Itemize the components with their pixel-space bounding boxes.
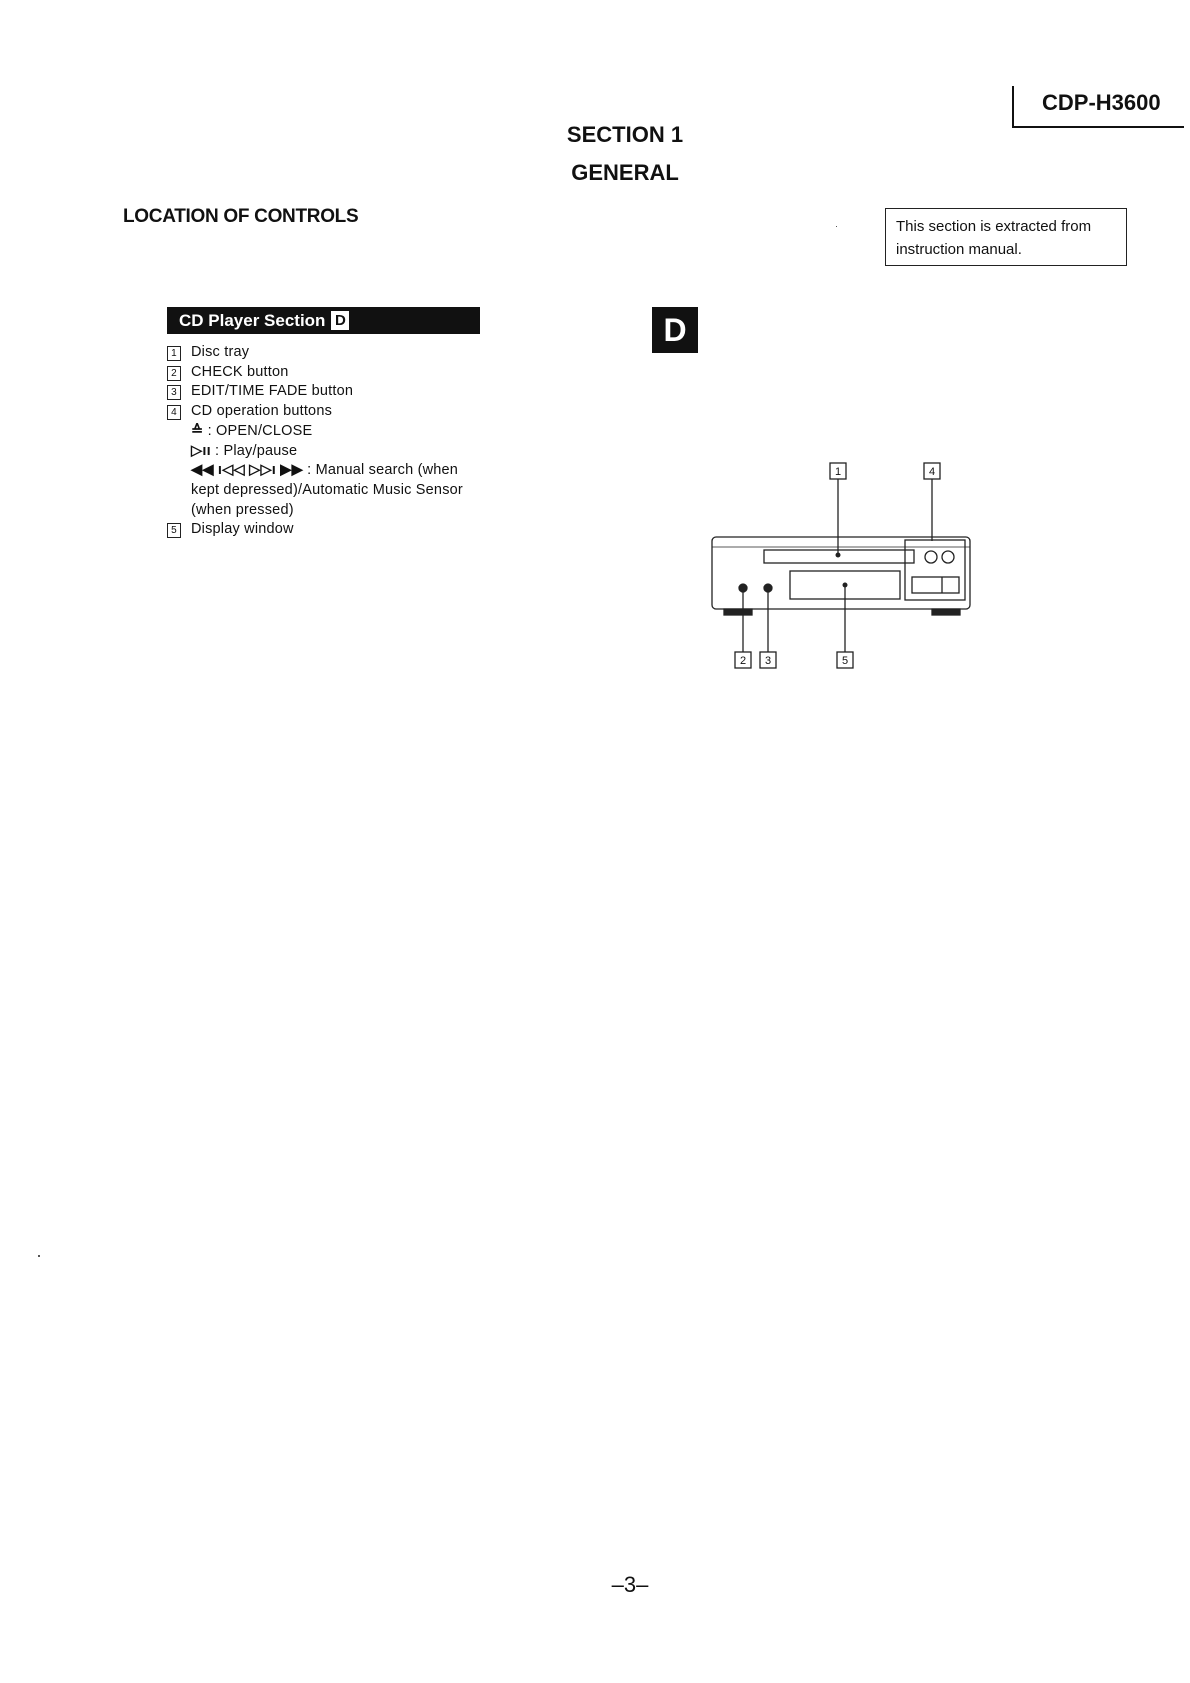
cd-player-diagram: [700, 455, 980, 685]
sub-item-label: : Manual search (when kept depressed)/Automatic Music Sensor (when pressed): [191, 462, 463, 518]
model-header: [1012, 86, 1190, 130]
button-circle: [942, 551, 954, 563]
cd-player-section-title: CD Player Section: [179, 311, 326, 330]
item-label: Display window: [191, 521, 294, 538]
scan-speck: [836, 226, 837, 227]
sub-item-play-pause: [167, 442, 487, 462]
callout-dot: [843, 583, 848, 588]
controls-list: [167, 343, 487, 540]
left-foot: [724, 609, 752, 615]
list-item: [167, 402, 487, 422]
callout-label-3: 3: [764, 655, 772, 667]
eject-icon: ≙: [191, 422, 204, 439]
section-number: SECTION 1: [566, 122, 684, 147]
item-number: 2: [167, 366, 181, 381]
item-number: 4: [167, 405, 181, 420]
cd-player-section-header: [167, 307, 480, 334]
model-number: CDP-H3600: [1042, 90, 1161, 115]
list-item: [167, 343, 487, 363]
item-label: CD operation buttons: [191, 403, 333, 420]
operation-panel: [905, 540, 965, 600]
transport-buttons: [912, 577, 959, 593]
model-header-rule: [1012, 126, 1184, 128]
item-number: 1: [167, 346, 181, 361]
scan-speck: [38, 1255, 40, 1257]
figure-badge: D: [652, 307, 698, 353]
list-item: [167, 520, 487, 540]
item-label: CHECK button: [191, 363, 289, 380]
sub-item-label: : Play/pause: [210, 442, 298, 459]
item-number: 5: [167, 523, 181, 538]
list-item: [167, 382, 487, 402]
callout-label-5: 5: [841, 655, 849, 667]
button-circle: [925, 551, 937, 563]
item-number: 3: [167, 385, 181, 400]
player-body: [712, 537, 970, 609]
callout-dot: [836, 553, 841, 558]
page-number: –3–: [611, 1572, 649, 1597]
section-badge: D: [331, 311, 349, 330]
search-skip-icons: ◀◀ ı◁◁ ▷▷ı ▶▶: [191, 462, 303, 479]
sub-item-open-close: [167, 422, 487, 442]
right-foot: [932, 609, 960, 615]
section-title: GENERAL: [571, 160, 679, 185]
sub-item-search: [167, 461, 487, 520]
location-of-controls-heading: LOCATION OF CONTROLS: [123, 206, 359, 227]
callout-label-1: 1: [834, 466, 842, 478]
play-pause-icon: ▷ıı: [191, 442, 211, 459]
callout-label-2: 2: [739, 655, 747, 667]
item-label: Disc tray: [191, 344, 250, 360]
model-header-bar: [1012, 86, 1014, 128]
sub-item-label: : OPEN/CLOSE: [203, 422, 313, 439]
list-item: [167, 363, 487, 383]
item-label: EDIT/TIME FADE button: [191, 383, 354, 400]
extract-note-box: This section is extracted from instruction manual.: [885, 208, 1127, 266]
callout-label-4: 4: [928, 466, 936, 478]
